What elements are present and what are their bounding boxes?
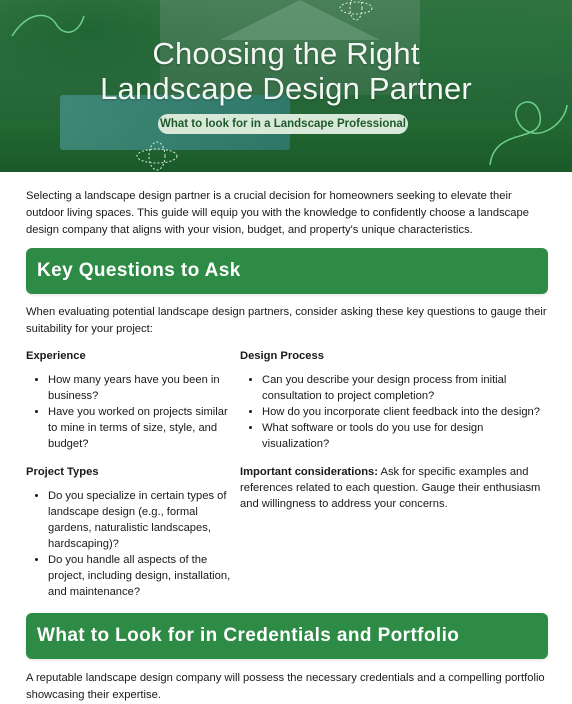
section-heading: What to Look for in Credentials and Portfolio [37, 625, 460, 646]
design-process-block [240, 348, 548, 452]
title-line-2: Landscape Design Partner [100, 71, 472, 106]
section-banner-credentials [26, 613, 548, 659]
design-process-heading: Design Process [240, 350, 324, 362]
list-item: • Have you worked on projects similar to mine in terms of size, style, and budget? [48, 404, 231, 452]
list-item: • How many years have you been in business? [48, 372, 231, 404]
intro-paragraph: Selecting a landscape design partner is a crucial decision for homeowners seeking to elevate their outdoor living spaces. This guide will equip you with the knowledge to confidently choose a landscape design company that aligns with your vision, budget, and property's unique characteristics. [26, 190, 529, 236]
list-item: • How do you incorporate client feedback into the design? [262, 404, 548, 420]
experience-heading: Experience [26, 350, 86, 362]
project-types-list [26, 488, 231, 600]
considerations-label: Important considerations: [240, 466, 378, 478]
atom-decoration-icon [336, 0, 376, 22]
considerations-body: Ask for specific examples and references related to each question. Gauge their enthusiasm and willingness to address your concerns. [240, 466, 541, 510]
list-item: • Do you handle all aspects of the project, including design, installation, and maintenance? [48, 552, 231, 600]
considerations-text [240, 464, 548, 512]
section-banner-key-questions [26, 248, 548, 294]
title-line-1: Choosing the Right [152, 36, 420, 71]
section-lead-paragraph: When evaluating potential landscape design partners, consider asking these key questions to gauge their suitability for your project: [26, 306, 547, 335]
list-item: • Do you specialize in certain types of landscape design (e.g., formal gardens, naturalistic landscapes, hardscaping)? [48, 488, 231, 552]
list-item: • Can you describe your design process from initial consultation to project completion? [262, 372, 548, 404]
experience-block [26, 348, 231, 452]
atom-decoration-icon [132, 138, 182, 172]
section-lead-paragraph: A reputable landscape design company will possess the necessary credentials and a compelling portfolio showcasing their expertise. [26, 672, 545, 701]
design-process-list [240, 372, 548, 452]
section-heading: Key Questions to Ask [37, 260, 241, 281]
experience-list [26, 372, 231, 452]
considerations-block [240, 464, 548, 512]
project-types-heading: Project Types [26, 466, 99, 478]
hero-banner [0, 0, 572, 172]
page-title [0, 36, 572, 106]
list-item: • What software or tools do you use for design visualization? [262, 420, 548, 452]
project-types-block [26, 464, 231, 600]
subtitle-pill: What to look for in a Landscape Professional [158, 114, 408, 134]
